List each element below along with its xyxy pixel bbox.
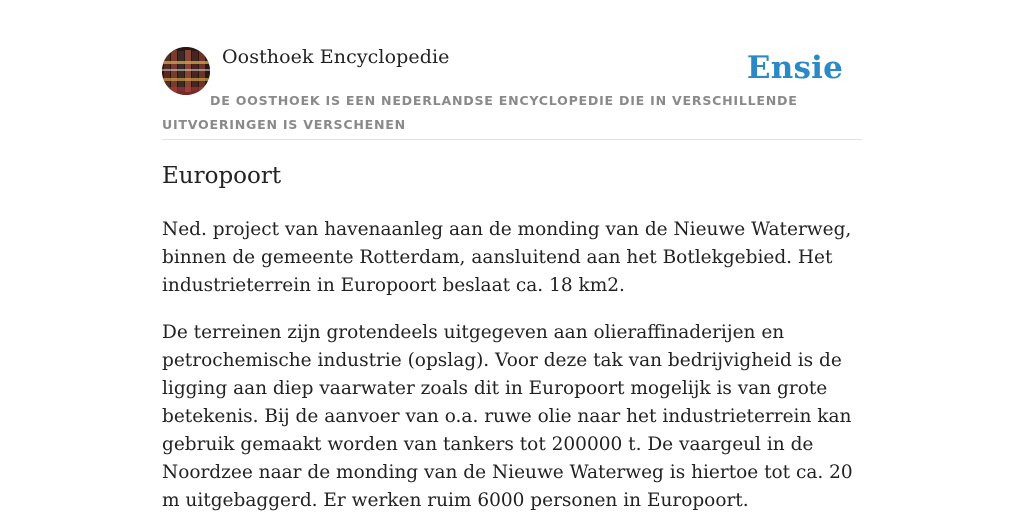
site-tagline: DE OOSTHOEK IS EEN NEDERLANDSE ENCYCLOPEDIE DIE IN VERSCHILLENDE UITVOERINGEN IS VERSCHENEN (162, 93, 798, 132)
brand-logo[interactable]: Ensie (746, 50, 843, 86)
page-container (162, 0, 862, 511)
article-title: Europoort (162, 163, 282, 189)
book-spines-icon[interactable] (162, 47, 210, 95)
article-paragraph-1: Ned. project van havenaanleg aan de monding van de Nieuwe Waterweg, binnen de gemeente Rotterdam, aansluitend aan het Botlekgebied. Het industrieterrein in Europoort beslaat ca. 18 km2. (162, 219, 852, 296)
site-header (162, 0, 862, 140)
site-title[interactable]: Oosthoek Encyclopedie (222, 46, 450, 68)
article-paragraph-2: De terreinen zijn grotendeels uitgegeven aan olieraffinaderijen en petrochemische industrie (opslag). Voor deze tak van bedrijvigheid is de ligging aan diep vaarwater zoals dit in Europoort mogelijk is van grote betekenis. Bij de aanvoer van o.a. ruwe olie naar het industrieterrein kan gebruik gemaakt worden van tankers tot 200000 t. De vaargeul in de Noordzee naar de monding van de Nieuwe Waterweg is hiertoe tot ca. 20 m uitgebaggerd. Er werken ruim 6000 personen in Europoort. (162, 322, 853, 511)
